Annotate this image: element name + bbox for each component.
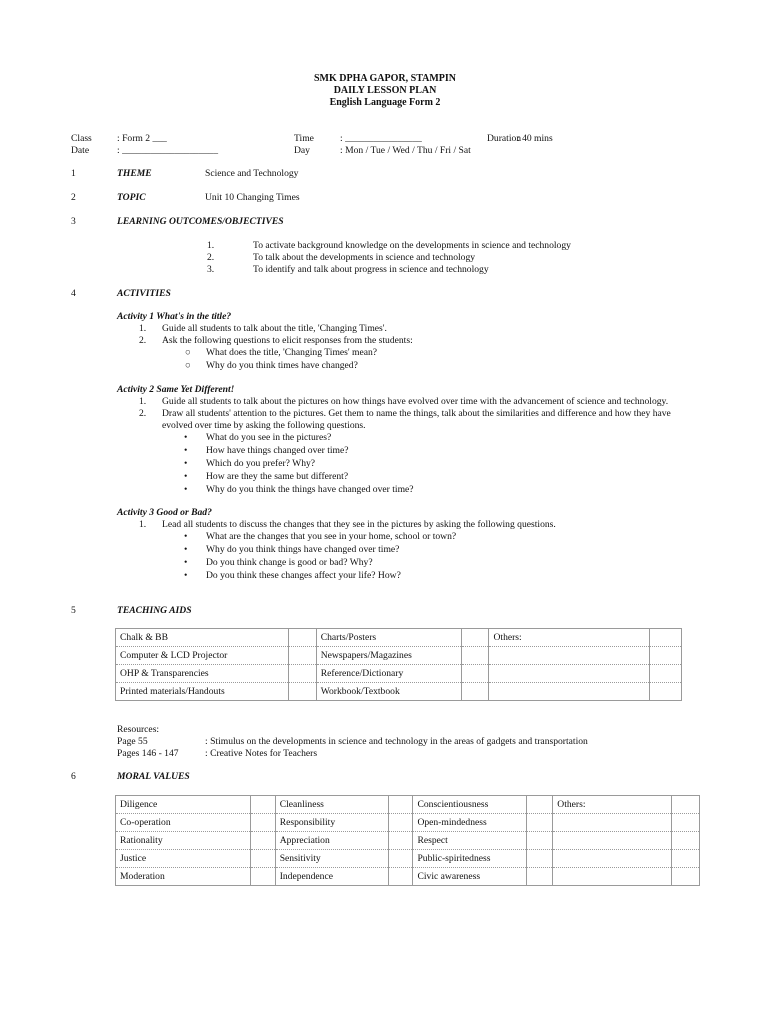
activity2-step: Draw all students' attention to the pictures. Get them to name the things, talk about the similarities and difference and how they have bbox=[162, 408, 671, 419]
value-blank[interactable] bbox=[553, 814, 672, 832]
aid-checkbox[interactable] bbox=[461, 647, 489, 665]
moral-values-label: MORAL VALUES bbox=[117, 771, 190, 782]
value-checkbox[interactable] bbox=[672, 850, 700, 868]
plan-title: DAILY LESSON PLAN bbox=[333, 85, 437, 96]
value-label: Appreciation bbox=[275, 832, 388, 850]
aid-label: Others: bbox=[489, 629, 650, 647]
section-number: 6 bbox=[71, 771, 76, 782]
time-value: : ________________ bbox=[340, 133, 422, 144]
value-blank[interactable] bbox=[553, 832, 672, 850]
outcome-item: To activate background knowledge on the developments in science and technology bbox=[253, 240, 571, 251]
aid-blank[interactable] bbox=[489, 647, 650, 665]
value-label: Sensitivity bbox=[275, 850, 388, 868]
activity1-question: Why do you think times have changed? bbox=[206, 360, 358, 371]
step-number: 1. bbox=[139, 323, 147, 334]
value-checkbox[interactable] bbox=[388, 814, 413, 832]
topic-label: TOPIC bbox=[117, 192, 146, 203]
aid-label: Reference/Dictionary bbox=[316, 665, 461, 683]
date-value: : ____________________ bbox=[117, 145, 219, 156]
value-label: Rationality bbox=[116, 832, 251, 850]
table-row bbox=[116, 868, 700, 886]
aid-label: Chalk & BB bbox=[116, 629, 289, 647]
bullet-icon: • bbox=[184, 471, 188, 482]
date-label: Date bbox=[71, 145, 90, 156]
day-value: : Mon / Tue / Wed / Thu / Fri / Sat bbox=[340, 145, 471, 156]
step-number: 1. bbox=[139, 519, 147, 530]
table-row bbox=[116, 647, 682, 665]
topic-value: Unit 10 Changing Times bbox=[205, 192, 300, 203]
day-label: Day bbox=[294, 145, 310, 156]
table-row bbox=[116, 850, 700, 868]
aid-label: Charts/Posters bbox=[316, 629, 461, 647]
aid-checkbox[interactable] bbox=[461, 683, 489, 701]
value-label: Co-operation bbox=[116, 814, 251, 832]
activity3-question: Why do you think things have changed over time? bbox=[206, 544, 400, 555]
step-number: 2. bbox=[139, 335, 147, 346]
time-label: Time bbox=[294, 133, 314, 144]
value-checkbox[interactable] bbox=[672, 832, 700, 850]
aid-label: Computer & LCD Projector bbox=[116, 647, 289, 665]
section-number: 1 bbox=[71, 168, 76, 179]
activity2-step: Guide all students to talk about the pictures on how things have evolved over time with the advancement of science and technology. bbox=[162, 396, 669, 407]
aid-checkbox[interactable] bbox=[650, 683, 682, 701]
subject-title: English Language Form 2 bbox=[329, 97, 441, 108]
bullet-icon: • bbox=[184, 445, 188, 456]
activity2-question: How are they the same but different? bbox=[206, 471, 349, 482]
resource-ref: Page 55 bbox=[117, 736, 148, 747]
value-checkbox[interactable] bbox=[672, 796, 700, 814]
aid-checkbox[interactable] bbox=[650, 629, 682, 647]
table-row bbox=[116, 665, 682, 683]
value-checkbox[interactable] bbox=[250, 814, 275, 832]
aid-checkbox[interactable] bbox=[461, 629, 489, 647]
bullet-icon: • bbox=[184, 531, 188, 542]
value-label: Civic awareness bbox=[413, 868, 527, 886]
value-checkbox[interactable] bbox=[250, 850, 275, 868]
activity3-title: Activity 3 Good or Bad? bbox=[117, 507, 212, 518]
theme-value: Science and Technology bbox=[205, 168, 299, 179]
value-checkbox[interactable] bbox=[388, 850, 413, 868]
aid-checkbox[interactable] bbox=[461, 665, 489, 683]
aid-label: Printed materials/Handouts bbox=[116, 683, 289, 701]
teaching-aids-label: TEACHING AIDS bbox=[117, 605, 192, 616]
value-label: Others: bbox=[553, 796, 672, 814]
theme-label: THEME bbox=[117, 168, 152, 179]
aid-checkbox[interactable] bbox=[288, 665, 316, 683]
activity1-step: Guide all students to talk about the title, 'Changing Times'. bbox=[162, 323, 387, 334]
section-number: 5 bbox=[71, 605, 76, 616]
activity2-question: Why do you think the things have changed over time? bbox=[206, 484, 414, 495]
activity2-question: How have things changed over time? bbox=[206, 445, 349, 456]
aid-checkbox[interactable] bbox=[650, 665, 682, 683]
outcomes-label: LEARNING OUTCOMES/OBJECTIVES bbox=[117, 216, 284, 227]
value-label: Cleanliness bbox=[275, 796, 388, 814]
activity2-question: What do you see in the pictures? bbox=[206, 432, 332, 443]
outcome-item: To talk about the developments in science and technology bbox=[253, 252, 476, 263]
activity1-question: What does the title, 'Changing Times' mean? bbox=[206, 347, 378, 358]
value-checkbox[interactable] bbox=[388, 868, 413, 886]
step-number: 1. bbox=[139, 396, 147, 407]
value-checkbox[interactable] bbox=[527, 814, 553, 832]
step-number: 2. bbox=[139, 408, 147, 419]
bullet-icon: • bbox=[184, 544, 188, 555]
value-checkbox[interactable] bbox=[672, 868, 700, 886]
activity3-step: Lead all students to discuss the changes that they see in the pictures by asking the following questions. bbox=[162, 519, 556, 530]
value-blank[interactable] bbox=[553, 850, 672, 868]
activities-label: ACTIVITIES bbox=[117, 288, 171, 299]
teaching-aids-table bbox=[115, 628, 682, 701]
aid-blank[interactable] bbox=[489, 683, 650, 701]
aid-blank[interactable] bbox=[489, 665, 650, 683]
value-checkbox[interactable] bbox=[388, 832, 413, 850]
duration-value: : 40 mins bbox=[517, 133, 553, 144]
table-row bbox=[116, 796, 700, 814]
outcome-number: 1. bbox=[207, 240, 215, 251]
class-label: Class bbox=[71, 133, 92, 144]
activity3-question: Do you think these changes affect your life? How? bbox=[206, 570, 401, 581]
activity3-question: Do you think change is good or bad? Why? bbox=[206, 557, 373, 568]
table-row bbox=[116, 629, 682, 647]
aid-label: Workbook/Textbook bbox=[316, 683, 461, 701]
value-checkbox[interactable] bbox=[250, 796, 275, 814]
value-label: Diligence bbox=[116, 796, 251, 814]
activity2-step-continuation: evolved over time by asking the following questions. bbox=[162, 420, 366, 431]
outcome-number: 2. bbox=[207, 252, 215, 263]
value-label: Public-spiritedness bbox=[413, 850, 527, 868]
aid-label: OHP & Transparencies bbox=[116, 665, 289, 683]
bullet-icon: • bbox=[184, 557, 188, 568]
value-label: Responsibility bbox=[275, 814, 388, 832]
resource-ref: Pages 146 - 147 bbox=[117, 748, 179, 759]
aid-checkbox[interactable] bbox=[288, 683, 316, 701]
bullet-icon: • bbox=[184, 570, 188, 581]
value-checkbox[interactable] bbox=[527, 850, 553, 868]
section-number: 4 bbox=[71, 288, 76, 299]
circle-bullet-icon: ○ bbox=[185, 347, 191, 358]
resource-text: : Creative Notes for Teachers bbox=[205, 748, 318, 759]
outcome-number: 3. bbox=[207, 264, 215, 275]
aid-label: Newspapers/Magazines bbox=[316, 647, 461, 665]
table-row bbox=[116, 683, 682, 701]
school-name: SMK DPHA GAPOR, STAMPIN bbox=[313, 73, 457, 84]
aid-checkbox[interactable] bbox=[650, 647, 682, 665]
aid-checkbox[interactable] bbox=[288, 647, 316, 665]
value-label: Open-mindedness bbox=[413, 814, 527, 832]
value-label: Independence bbox=[275, 868, 388, 886]
table-row bbox=[116, 814, 700, 832]
circle-bullet-icon: ○ bbox=[185, 360, 191, 371]
activity3-question: What are the changes that you see in your home, school or town? bbox=[206, 531, 457, 542]
value-label: Respect bbox=[413, 832, 527, 850]
duration-label: Duration bbox=[487, 133, 522, 144]
class-value: : Form 2 ___ bbox=[117, 133, 167, 144]
section-number: 2 bbox=[71, 192, 76, 203]
value-checkbox[interactable] bbox=[250, 832, 275, 850]
aid-checkbox[interactable] bbox=[288, 629, 316, 647]
bullet-icon: • bbox=[184, 484, 188, 495]
moral-values-table bbox=[115, 795, 700, 886]
value-label: Justice bbox=[116, 850, 251, 868]
bullet-icon: • bbox=[184, 432, 188, 443]
table-row bbox=[116, 832, 700, 850]
activity1-step: Ask the following questions to elicit responses from the students: bbox=[162, 335, 413, 346]
value-checkbox[interactable] bbox=[388, 796, 413, 814]
bullet-icon: • bbox=[184, 458, 188, 469]
resources-label: Resources: bbox=[117, 724, 160, 735]
outcome-item: To identify and talk about progress in science and technology bbox=[253, 264, 489, 275]
value-blank[interactable] bbox=[553, 868, 672, 886]
section-number: 3 bbox=[71, 216, 76, 227]
value-checkbox[interactable] bbox=[250, 868, 275, 886]
resource-text: : Stimulus on the developments in science and technology in the areas of gadgets and transportation bbox=[205, 736, 588, 747]
value-label: Conscientiousness bbox=[413, 796, 527, 814]
value-checkbox[interactable] bbox=[672, 814, 700, 832]
activity2-title: Activity 2 Same Yet Different! bbox=[117, 384, 235, 395]
activity2-question: Which do you prefer? Why? bbox=[206, 458, 316, 469]
value-checkbox[interactable] bbox=[527, 796, 553, 814]
value-checkbox[interactable] bbox=[527, 832, 553, 850]
value-label: Moderation bbox=[116, 868, 251, 886]
activity1-title: Activity 1 What's in the title? bbox=[117, 311, 232, 322]
value-checkbox[interactable] bbox=[527, 868, 553, 886]
